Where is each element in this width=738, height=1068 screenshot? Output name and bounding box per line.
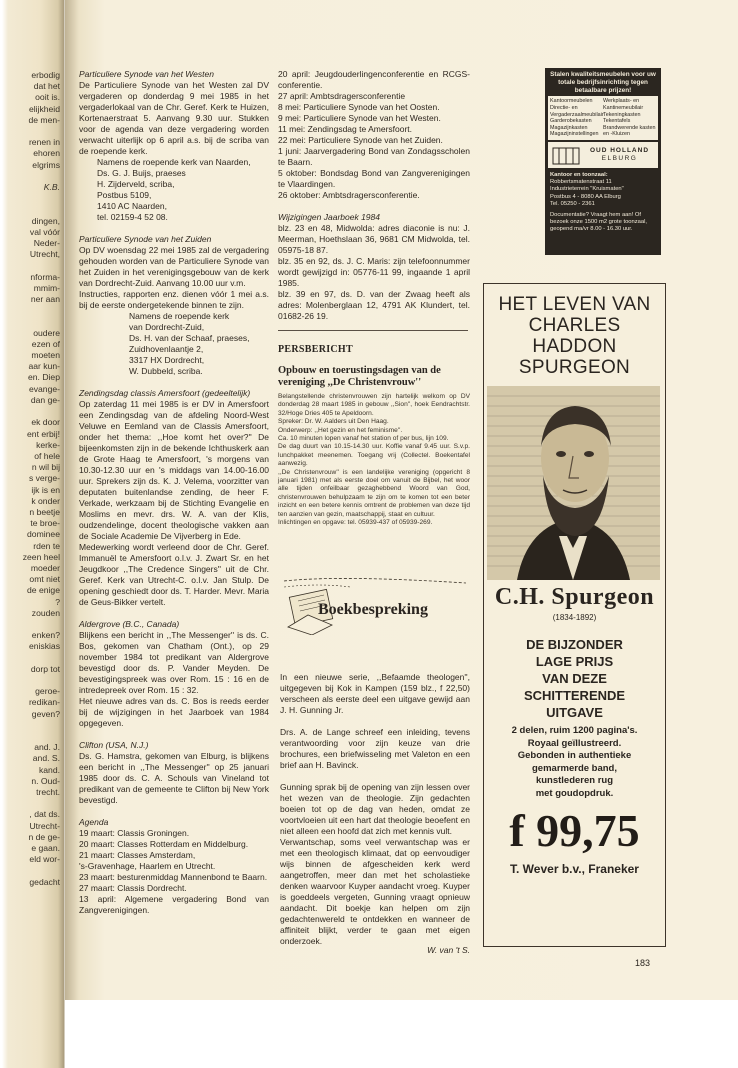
left-fragment-line [0,731,60,742]
left-fragment-line: and. J. [34,742,60,753]
left-fragment-line: kand. [38,764,60,775]
book-ad-details [484,725,665,800]
review-signature: W. van 't S. [427,945,470,955]
persbericht-body [278,393,470,528]
furniture-ad-brand [548,142,658,168]
review-paragraph: Verwantschap, soms veel verwantschap was er met een theologisch klimaat, dat op eenvoudiger wijs binnen de afgescheiden kerk werd aangetroffen, meer dan met het scholastieke denken waarvoor Kuyper aandacht vroeg. Kuyper is goeddeels vergeten, Gunning vraagt opnieuw aandacht. Dit boekje kan helpen om zijn gedachtenwereld te ontdekken en wanneer de affiniteit blijkt, verder te gaan met eigen onderzoek. [280,837,470,946]
left-fragment-line: s verge- [28,473,60,484]
paragraph: 11 mei: Zendingsdag te Amersfoort. [278,124,413,134]
left-fragment-line: evange- [28,383,60,394]
paragraph: 21 maart: Classes Amsterdam, [79,850,196,860]
left-fragment-line: elgrims [32,159,60,170]
left-fragment-line: of hele [34,450,60,461]
left-fragment-line: ehoren [33,148,60,159]
persbericht-line: Belangstellende christenvrouwen zijn hartelijk welkom op DV donderdag 28 maart 1985 in gebouw ,,Sion'', hoek Eendrachtstr. 32/Hoge Dries 405 te Apeldoorn. [278,393,470,417]
left-fragment-line [0,126,60,137]
section-heading: Clifton (USA, N.J.) [79,740,149,750]
left-fragment-line [0,260,60,271]
left-fragment-line: , dat ds. [29,809,60,820]
paragraph: 23 maart: besturenmiddag Mannenbond te Baarn. [79,872,268,882]
left-fragment-line: dorp tot [30,663,60,674]
left-fragment-line: k onder [31,495,60,506]
left-fragment-line: mmim- [33,282,60,293]
book-detail-line: kunstlederen rug [535,775,614,786]
furniture-product: Magazijnkasten [550,124,588,131]
paragraph: Namens de roepende kerk van Naarden, [97,157,251,167]
paragraph: Instructies, rapporten enz. dienen vóór 1 mei a.s. bij de eerste ondergetekende binnen te zijn. [79,289,269,310]
left-fragment-line: kerke- [36,439,60,450]
left-fragment-line [0,171,60,182]
paragraph: 27 april: Ambtsdragersconferentie [278,91,406,101]
paragraph: blz. 39 en 97, ds. D. van der Zwaag heeft als adres: Molenberglaan 12, 4791 AK Klundert, tel. 01682-26 19. [278,289,470,321]
offer-line: SCHITTERENDE [523,688,626,703]
book-price: f 99,75 [509,805,640,856]
paragraph: 's-Gravenhage, Haarlem en Utrecht. [79,861,216,871]
left-fragment-line [0,406,60,417]
paragraph: Blijkens een bericht in ,,The Messenger'' is ds. C. Bos, gekomen van Chatham (Ont.), op 29 november 1984 tot predikant van Aldergrove bevestigd door ds. P. Vander Meyden. De bevestigingspreek was over Rom. 15 : 16 en de intredepreek over Rom. 15 : 32. [79,630,269,695]
review-paragraph: Gunning sprak bij de opening van zijn lessen over het wezen van de theologie. Zijn gedachten boeien tot op de dag van heden, omdat ze voortvloeien uit een hart dat theologie beoefent en niet alleen een hoofd dat zich met kennis vult. [280,782,470,836]
left-fragment-line: n wil bij [31,462,60,473]
left-fragment-line: dingen, [31,215,60,226]
paragraph: blz. 23 en 48, Midwolda: adres diaconie is nu: J. Meerman, Hoethslaan 36, 9681 CM Midwolda, tel. 05975-18 87. [278,223,470,255]
paragraph: 27 maart: Classis Dordrecht. [79,883,187,893]
paragraph-gap [278,201,470,212]
left-fragment-line: val vóór [29,226,60,237]
left-fragment-line: n. Oud- [31,775,60,786]
review-paragraph: In een nieuwe serie, ,,Befaamde theologen'', uitgegeven bij Kok in Kampen (159 blz., f 22,50) verscheen als eerste deel een uitgave gewijd aan J. H. Gunning Jr. [280,672,470,715]
furniture-product: Garderobekasten [550,118,592,125]
left-fragment-line: erbodig [31,70,60,80]
persbericht-line: Spreker: Dr. W. Aalders uit Den Haag. [278,418,389,426]
furniture-office-line: Kantoor en toonzaal: [550,171,608,178]
left-fragment-line: ezen of [31,338,60,349]
furniture-office-line: Tel. 05250 - 2361 [550,200,595,207]
paragraph: 22 mei: Particuliere Synode van het Zuiden. [278,135,443,145]
paragraph: Postbus 5109, [97,190,152,200]
boekbespreking-header [280,575,470,635]
left-fragment-line: en. Diep [27,372,60,383]
spurgeon-portrait [487,386,660,580]
paragraph: 1410 AC Naarden, [97,201,167,211]
paragraph: De Particuliere Synode van het Westen zal DV vergaderen op donderdag 9 mei 1985 in het vergaderlokaal van de Chr. Geref. Kerk te Huizen, Kortenaerstraat 5. Aanvang 9.30 uur. Stukken voor de agenda van deze vergadering worden verwacht uiterlijk op 6 april a.s. bij de scriba van de roepende kerk. [79,80,269,156]
left-fragment-line: trecht. [36,787,60,797]
persbericht-section [278,344,470,528]
section-heading: Particuliere Synode van het Zuiden [79,234,212,244]
paragraph: Het nieuwe adres van ds. C. Bos is reeds eerder bij de wijzigingen in het Jaarboek van 1984 opgegeven. [79,696,269,728]
persbericht-line: ,,De Christenvrouw'' is een landelijke vereniging (opgericht 8 januari 1981) met als eerste doel om vanuit de Bijbel, het woor alle tijden onfeilbaar gezaghebbend Woord van God, christenvrouwen behulpzaam te zijn om te komen tot een beter inzicht en een betere kennis omtrent de problemen van deze tijd ten aanzien van gezin, maatschappij, staat en cultuur. [278,468,470,518]
paragraph: 5 oktober: Bondsdag Bond van Zangverenigingen te Vlaardingen. [278,168,470,189]
left-fragment-line: oudere [33,327,60,338]
paragraph: 26 oktober: Ambtsdragersconferentie. [278,190,420,200]
boekbespreking-heading: Boekbespreking [318,601,428,618]
paragraph-gap [79,608,269,619]
left-fragment-line [0,798,60,809]
paragraph: blz. 35 en 92, ds. J. C. Maris: zijn telefoonnummer wordt gewijzigd in: 05776-11 99, ingaande 1 april 1985. [278,256,470,288]
persbericht-line: Inlichtingen en opgave: tel. 05939-437 of 05939-269. [278,519,433,527]
book-detail-line: Royaal geïllustreerd. [527,737,622,749]
furniture-ad-header: Stalen kwaliteitsmeubelen voor uw totale bedrijfsinrichting tegen betaalbare prijzen! [550,71,656,94]
paragraph-gap [79,729,269,740]
offer-line: UITGAVE [546,705,603,720]
left-fragment-line: ijk is en [31,484,60,495]
furniture-ad-products [548,96,658,140]
left-fragment-line: aar kun- [28,361,60,372]
persbericht-line: De dag duurt van 10.15-14.30 uur. Koffie vanaf 9.45 uur. S.v.p. lunchpakket meenemen. Toegang vrij (Collectel. Boekentafel aanwezig. [278,443,470,468]
paragraph: 3317 HX Dordrecht, [129,355,205,365]
section-heading: Zendingsdag classis Amersfoort (gedeeltelijk) [79,388,251,398]
book-title-line: SPURGEON [518,357,631,378]
paragraph: Ds. G. J. Buijs, praeses [97,168,186,178]
review-paragraph: Drs. A. de Lange schreef een inleiding, tevens verantwoording voor zijn keuze van drie brochures, een briefwisseling met Valeton en een brief aan H. Bavinck. [280,727,470,770]
book-ad-title [484,294,665,378]
spurgeon-name: C.H. Spurgeon [494,584,655,610]
section-heading: Aldergrove (B.C., Canada) [79,619,180,629]
left-fragment-line: dat het [33,81,60,92]
left-fragment-line: Utrecht, [29,249,60,260]
left-fragment-line: te broe- [30,518,60,529]
paragraph: Zuidhovenlaantje 2, [129,344,204,354]
furniture-office-line: Robbertsmatenstraat 11 [550,179,612,186]
page-bottom-margin [65,1000,738,1068]
paragraph: 20 maart: Classes Rotterdam en Middelburg. [79,839,249,849]
persbericht-line: Ca. 10 minuten lopen vanaf het station of per bus, lijn 109. [278,435,449,443]
left-fragment-line: ek door [31,417,60,428]
left-fragment-line: Utrecht- [29,820,60,831]
paragraph-gap [79,377,269,388]
furniture-product: Directie- en Vergaderzaalmeubilair [550,104,604,118]
left-fragment-line [0,204,60,215]
paragraph: 8 mei: Particuliere Synode van het Oosten. [278,102,440,112]
factory-logo-icon [551,144,581,166]
left-fragment-line: zeen heel [22,551,60,562]
furniture-product: Tekeningkasten [603,111,641,118]
paragraph: H. Zijderveld, scriba, [97,179,175,189]
left-fragment-line: dan ge- [30,394,60,405]
left-fragment-line: n beetje [29,506,60,517]
left-fragment-line: ooit is. [35,92,60,103]
persbericht-title: Opbouw en toerustingsdagen van de vereniging ,,De Christenvrouw'' [278,365,441,388]
offer-line: LAGE PRIJS [535,654,614,669]
persbericht-line: Onderwerp: ,,Het gezin en het feminisme''. [278,426,403,434]
column-2-divider [278,330,468,331]
left-fragment-line: ent erbij! [27,428,60,439]
left-fragment-line [0,865,60,876]
left-fragment-line: geroe- [35,686,60,697]
left-fragment-line [0,720,60,731]
left-fragment-line: de enige [27,585,60,596]
book-ad-offer [484,636,665,721]
paragraph-gap [79,223,269,234]
paragraph: Ds. G. Hamstra, gekomen van Elburg, is blijkens een bericht in ,,The Messenger'' op 25 januari 1985 door ds. C. A. Schouls van Vineland tot predikant van de gemeente te Clifton bij New York bevestigd. [79,751,269,805]
left-fragment-line: enken? [31,630,60,641]
left-fragment-line [0,653,60,664]
left-fragment-line: geven? [31,708,60,719]
left-fragment-line: dominee [27,529,60,540]
left-fragment-line: nforma- [30,271,60,282]
left-fragment-line: zouden [31,607,60,618]
left-fragment-line: de men- [28,114,60,125]
boekbespreking-body [280,672,470,958]
paragraph: Ds. H. van der Schaaf, praeses, [129,333,250,343]
book-title-line: HADDON [532,336,617,357]
book-detail-line: Gebonden in authentieke [517,750,632,761]
furniture-brand: OUD HOLLAND [589,147,650,155]
page-number: 183 [635,958,651,968]
paragraph: Medewerking wordt verleend door de Chr. Geref. Immanuël te Amersfoort o.l.v. J. Zwart Sr. en het Jeugdkoor ,,The Credence Singers'' uit de Chr. Geref. Kerk van Utrecht-C. o.l.v. Jan Stulp. De opening geschiedt door ds. T. Harder. Mevr. Maria de Geus-Bikker vertelt. [79,542,269,607]
paragraph: 1 juni: Jaarvergadering Bond van Zondagsscholen te Baarn. [278,146,470,167]
paragraph: Op zaterdag 11 mei 1985 is er DV in Amersfoort een Zendingsdag van de afdeling Noord-West Veluwe en Eemland van de Classis Amersfoort, onder het thema: ,,Hoe komt het over?'' De bijeenkomsten zijn in de bekende Ichthuskerk aan de Grote Haag te Amersfoort, 's morgens van 10.30-12.30 uur en 's middags van 14.00-16.00 uur. Sprekers zijn ds. K. J. Velema, voorzitter van deputaten buitenlandse zending, de heer F. Verkade, werkzaam bij de Stichting Evangelie en Moslims en mevr. drs. W. A. van der Klis, oudzendelinge, docent theologische vakken aan de Sociale Academie De Vijverberg in Ede. [79,399,269,541]
left-page-text-fragments [0,70,60,888]
left-fragment-line: n de ge- [28,831,60,842]
left-fragment-line: ner aan [30,294,60,305]
left-fragment-line: moeten [31,350,60,361]
paragraph: tel. 02159-4 52 08. [97,212,168,222]
furniture-product: Tekentafels [603,118,631,125]
persbericht-label: PERSBERICHT [278,344,353,355]
left-fragment-line: redikan- [28,697,60,708]
section-heading: Agenda [79,817,109,827]
furniture-ad-office [545,170,661,210]
book-detail-line: 2 delen, ruim 1200 pagina's. [511,725,638,736]
offer-line: DE BIJZONDER [526,637,623,652]
left-fragment-line: e gaan. [31,843,60,854]
offer-line: VAN DEZE [542,671,607,686]
left-fragment-line [0,316,60,327]
furniture-brand-city: ELBURG [601,154,638,162]
book-detail-line: gemarmerde band, [532,762,617,774]
left-fragment-line [0,193,60,204]
furniture-office-line: Industrieterrein "Kruismaten" [550,186,624,193]
left-fragment-line: eld wor- [29,854,60,865]
paragraph: 19 maart: Classis Groningen. [79,828,190,838]
paragraph: W. Dubbeld, scriba. [129,366,203,376]
book-publisher: T. Wever b.v., Franeker [510,862,639,876]
section-heading: Wijzigingen Jaarboek 1984 [278,212,380,222]
paragraph: 9 mei: Particuliere Synode van het Westen. [278,113,441,123]
paragraph-gap [79,806,269,817]
furniture-ad-doc: Documentatie? Vraagt hem aan! Of bezoek onze 1500 m2 grote toonzaal, geopend ma/vr 8.00 - 16.30 uur. [550,211,648,233]
left-fragment-line: K.B. [43,182,60,193]
paragraph: Op DV woensdag 22 mei 1985 zal de vergadering gehouden worden van de Particuliere Synode van het Zuiden in het verenigingsgebouw van de kerk van Dordrecht-Zuid. Aanvang 10.00 uur v.m. [79,245,269,288]
left-fragment-line: omt niet [29,574,60,585]
left-fragment-line: ? [55,596,60,607]
furniture-office-line: Postbus 4 - 8080 AA Elburg [550,193,621,200]
left-fragment-line: moeder [30,562,60,573]
furniture-product: Werkplaats- en Kantinemeubilair [603,98,644,111]
left-fragment-line: gedacht [29,876,60,887]
left-fragment-line: and. S. [32,753,60,764]
left-fragment-line: Neder- [33,238,60,249]
left-fragment-line: renen in [28,137,60,148]
furniture-ad [545,68,661,255]
left-fragment-line: eniskias [28,641,60,652]
paragraph: Namens de roepende kerk [129,311,230,321]
left-fragment-line [0,305,60,316]
section-heading: Particuliere Synode van het Westen [79,69,214,79]
paragraph: van Dordrecht-Zuid, [129,322,205,332]
left-fragment-line: elijkheid [28,103,60,114]
furniture-product: Magazijninstellingen [550,131,599,138]
book-detail-line: met goudopdruk. [535,787,614,799]
book-ad [483,283,666,947]
column-2 [278,69,470,322]
book-title-line: HET LEVEN VAN [498,294,651,315]
paragraph: 20 april: Jeugdouderlingenconferentie en RCGS-conferentie. [278,69,470,90]
book-title-line: CHARLES [528,315,621,336]
furniture-product: Kantoormeubelen [550,98,593,105]
left-fragment-line: rden te [33,540,60,551]
spurgeon-years: (1834-1892) [552,613,597,622]
left-fragment-line [0,675,60,686]
paragraph: 13 april: Algemene vergadering Bond van Zangverenigingen. [79,894,269,915]
column-1 [79,69,269,916]
left-fragment-line [0,619,60,630]
furniture-product: Brandwerende kasten en -Kluizen [603,124,656,138]
